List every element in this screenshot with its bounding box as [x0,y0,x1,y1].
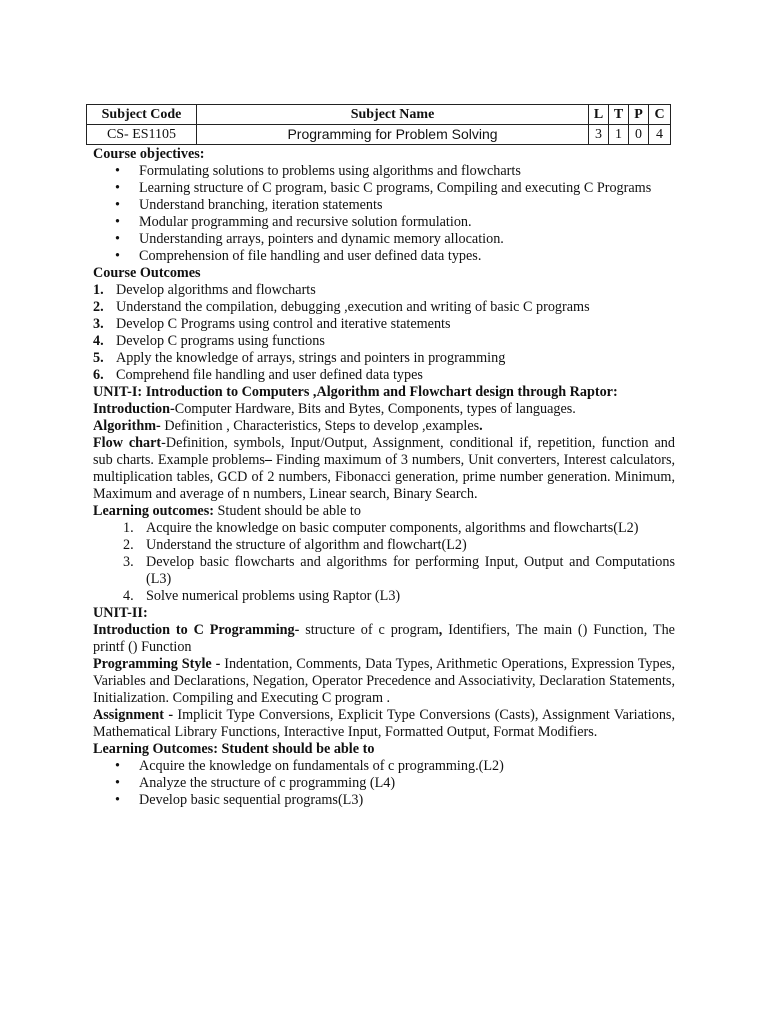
unit1-heading: UNIT-I: Introduction to Computers ,Algorithm and Flowchart design through Raptor: [93,384,618,400]
item-number: 4. [93,333,104,349]
header-t: T [609,105,629,125]
item-text: Understand the compilation, debugging ,execution and writing of basic C programs [116,299,590,315]
cell-c: 4 [649,125,671,145]
unit2-assignment [93,707,675,741]
header-c: C [649,105,671,125]
list-item: • Acquire the knowledge on fundamentals of c programming.(L2) [93,758,675,775]
subject-table-header-row [87,105,671,125]
list-item [93,537,675,554]
item-number: 6. [93,367,104,383]
list-item: • Comprehension of file handling and user defined data types. [93,248,675,265]
subject-table-row [87,125,671,145]
list-item: • Modular programming and recursive solution formulation. [93,214,675,231]
list-item [93,554,675,588]
item-text: Develop algorithms and flowcharts [116,282,316,298]
list-item: • Understand branching, iteration statements [93,197,675,214]
cell-t: 1 [609,125,629,145]
header-subject-name: Subject Name [197,105,589,125]
programming-style-label: Programming Style - [93,656,225,672]
item-number: 4. [123,588,134,604]
list-item [93,588,675,605]
assignment-label: Assignment - [93,707,178,723]
item-number: 3. [93,316,104,332]
intro-c-text1: structure of c program [299,622,439,638]
unit1-algorithm [93,418,675,435]
unit1-flowchart [93,435,675,503]
algorithm-end: . [479,418,483,434]
item-text: Understand the structure of algorithm and flowchart(L2) [146,537,467,553]
item-text: Acquire the knowledge on basic computer components, algorithms and flowcharts(L2) [146,520,639,536]
list-item [93,316,675,333]
list-item [93,520,675,537]
list-item: • Formulating solutions to problems using algorithms and flowcharts [93,163,675,180]
flowchart-text: -Definition, symbols, Input/Output, Assignment, conditional if, repetition, function and sub charts. Example problems [93,435,675,468]
learning-outcomes-label: Learning outcomes: [93,503,214,519]
learning-outcomes-text: Student should be able to [213,503,361,519]
unit2-learning-outcomes-heading: Learning Outcomes: Student should be able to [93,741,375,757]
assignment-text: Implicit Type Conversions, Explicit Type Conversions (Casts), Assignment Variations, Mathematical Library Functions, Interactive Input, Formatted Output, Format Modifiers. [93,707,676,740]
unit1-learning-outcomes [93,503,675,520]
flowchart-label: Flow chart [93,435,162,451]
flowchart-text2: Finding maximum of 3 numbers, Unit converters, Interest calculators, multiplication tables, GCD of 2 numbers, Fibonacci generation, prime number generation. Minimum, Maximum and average of n numbers, Linear search, Binary Search. [93,452,676,502]
intro-c-text2: Identifiers, The main () Function, The printf () Function [93,622,675,655]
syllabus-body [93,146,675,809]
flowchart-dash: – [264,452,272,468]
cell-l: 3 [589,125,609,145]
list-item: • Understanding arrays, pointers and dynamic memory allocation. [93,231,675,248]
unit2-programming-style [93,656,675,707]
item-text: Develop basic flowcharts and algorithms for performing Input, Output and Computations (L3) [146,554,675,587]
item-number: 1. [93,282,104,298]
item-number: 5. [93,350,104,366]
algorithm-text: Definition , Characteristics, Steps to develop ,examples [160,418,480,434]
item-number: 3. [123,554,134,570]
outcomes-list [93,282,675,384]
item-number: 2. [123,537,134,553]
item-text: Develop C Programs using control and iterative statements [116,316,451,332]
list-item [93,350,675,367]
outcomes-heading: Course Outcomes [93,265,201,281]
intro-c-comma: , [438,622,443,638]
list-item: • Learning structure of C program, basic C programs, Compiling and executing C Programs [93,180,675,197]
item-number: 1. [123,520,134,536]
cell-subject-code: CS- ES1105 [87,125,197,145]
header-l: L [589,105,609,125]
item-text: Apply the knowledge of arrays, strings and pointers in programming [116,350,506,366]
item-number: 2. [93,299,104,315]
list-item [93,367,675,384]
introduction-label: Introduction- [93,401,175,417]
item-text: Solve numerical problems using Raptor (L3) [146,588,401,604]
item-text: Develop C programs using functions [116,333,325,349]
header-p: P [629,105,649,125]
intro-c-label: Introduction to C Programming- [93,622,300,638]
unit1-introduction [93,401,675,418]
list-item [93,299,675,316]
list-item: • Analyze the structure of c programming (L4) [93,775,675,792]
introduction-text: Computer Hardware, Bits and Bytes, Components, types of languages. [174,401,576,417]
subject-table [86,104,671,145]
list-item: • Develop basic sequential programs(L3) [93,792,675,809]
item-text: Comprehend file handling and user defined data types [116,367,423,383]
unit2-heading: UNIT-II: [93,605,148,621]
cell-subject-name: Programming for Problem Solving [197,125,589,145]
unit1-learning-outcomes-list [93,520,675,605]
cell-p: 0 [629,125,649,145]
list-item [93,282,675,299]
objectives-list [93,163,675,265]
unit2-introduction [93,622,675,656]
programming-style-text: Indentation, Comments, Data Types, Arithmetic Operations, Expression Types, Variables and Declarations, Negation, Operator Precedence and Associativity, Declaration Statements, Initialization. Compiling and Executing C program . [93,656,675,706]
list-item [93,333,675,350]
unit2-learning-outcomes-list [93,758,675,809]
header-subject-code: Subject Code [87,105,197,125]
algorithm-label: Algorithm- [93,418,161,434]
objectives-heading: Course objectives: [93,146,205,162]
